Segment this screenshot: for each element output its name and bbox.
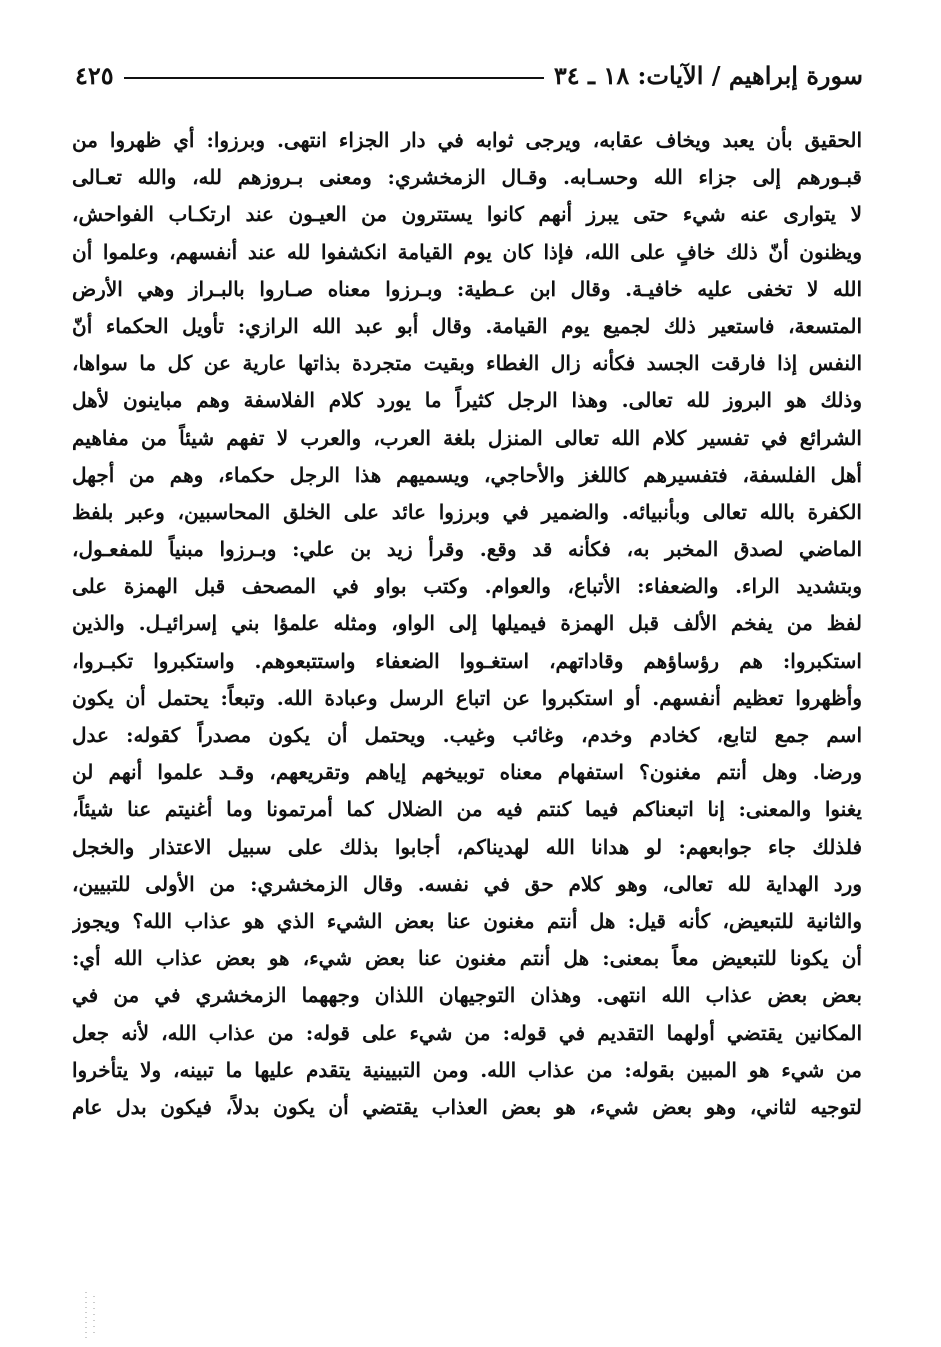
- text-line: والثانية للتبعيض، كأنه قيل: هل أنتم مغنون عنا بعض الشيء الذي هو عذاب الله؟ ويجوز: [72, 908, 862, 933]
- text-line: الشرائع في تفسير كلام الله تعالى المنزل بلغة العرب، والعرب لا تفهم شيئاً من مفاهيم: [72, 425, 862, 450]
- text-line: الله لا تخفى عليه خافيـة. وقال ابن عـطية: وبـرزوا معناه صـاروا بالبـراز وهي الأرض: [72, 276, 862, 301]
- header-rule: [124, 77, 544, 79]
- commentary-text: [72, 122, 862, 1126]
- text-line: أهل الفلسفة، فتفسيرهم كاللغز والأحاجي، ويسميهم هذا الرجل حكماء، وهم من أجهل: [72, 462, 862, 487]
- text-line: وذلك هو البروز لله تعالى. وهذا الرجل كثيراً ما يورد كلام الفلاسفة وهم مباينون لأهل: [72, 388, 862, 413]
- text-line: المتسعة، فاستعير ذلك لجميع يوم القيامة. وقال أبو عبد الله الرازي: تأويل الحكماء أنّ: [72, 313, 862, 338]
- text-line: فلذلك جاء جوابعهم: لو هدانا الله لهديناكم، أجابوا بذلك على سبيل الاعتذار والخجل: [72, 834, 862, 859]
- text-line: الحقيق بأن يعبد ويخاف عقابه، ويرجى ثوابه في دار الجزاء انتهى. وبرزوا: أي ظهروا من: [72, 128, 862, 152]
- page-header: [75, 55, 863, 95]
- text-line: أن يكونا للتبعيض معاً بمعنى: هل أنتم مغنون عنا بعض شيء، هو بعض عذاب الله أي:: [72, 946, 862, 971]
- text-line: لا يتوارى عنه شيء حتى يبرز أنهم كانوا يستترون من العيـون عند ارتكـاب الفواحش،: [72, 202, 862, 227]
- text-line: من شيء هو المبين بقوله: من عذاب الله. ومن التبيينية يتقدم عليها ما تبينه، ولا يتأخروا: [72, 1057, 862, 1082]
- text-line: المكانين يقتضي أولهما التقديم في قوله: من شيء على قوله: من عذاب الله، لأنه جعل: [72, 1020, 862, 1045]
- scan-speck-marks: [82, 1290, 100, 1340]
- text-line: اسم جمع لتابع، كخادم وخدم، وغائب وغيب. ويحتمل أن يكون مصدراً كقوله: عدل: [72, 723, 862, 747]
- text-line: وبتشديد الراء. والضعفاء: الأتباع، والعوام. وكتب بواو في المصحف قبل الهمزة على: [72, 574, 862, 599]
- text-line: ورضا. وهل أنتم مغنون؟ استفهام معناه توبيخهم إياهم وتقريعهم، وقـد علموا أنهم لن: [72, 760, 862, 785]
- text-line: الماضي لصدق المخبر به، فكأنه قد وقع. وقرأ زيد بن علي: وبـرزوا مبنياً للمفعـول،: [72, 537, 862, 562]
- text-line: ورد الهداية لله تعالى، وهو كلام حق في نفسه. وقال الزمخشري: من الأولى للتبيين،: [72, 871, 862, 896]
- text-line: الكفرة بالله تعالى وبأنبيائه. والضمير في وبرزوا عائد على الخلق المحاسبين، وعبر بلفظ: [72, 499, 862, 524]
- text-line: لفظ من يفخم الألف قبل الهمزة فيميلها إلى الواو، ومثله علمؤا بني إسرائيـل. والذين: [72, 611, 862, 636]
- text-line: لتوجيه لثاني، وهو بعض شيء، هو بعض العذاب يقتضي أن يكون بدلاً، فيكون بدل عام: [72, 1094, 862, 1119]
- text-line: استكبروا: هم رؤساؤهم وقاداتهم، استغـووا الضعفاء واستتبعوهم. واستكبروا تكبـروا،: [72, 648, 862, 673]
- text-line: يغنوا والمعنى: إنا اتبعناكم فيما كنتم فيه من الضلال كما أمرتمونا وما أغنيتم عنا شيئاً،: [72, 797, 862, 822]
- page-number: ٤٢٥: [75, 60, 114, 90]
- text-line: ويظنون أنّ ذلك خافٍ على الله، فإذا كان يوم القيامة انكشفوا لله عند أنفسهم، وعلموا أن: [72, 239, 862, 264]
- surah-heading: سورة إبراهيم / الآيات: ١٨ ـ ٣٤: [553, 60, 863, 90]
- text-line: قبـورهم إلى جزاء الله وحسـابه. وقـال الزمخشري: ومعنى بـروزهم لله، والله تعـالى: [72, 165, 862, 190]
- text-line: النفس إذا فارقت الجسد فكأنه زال الغطاء وبقيت متجردة بذاتها عارية عن كل ما سواها،: [72, 351, 862, 376]
- text-line: بعض بعض عذاب الله انتهى. وهذان التوجيهان اللذان وجههما الزمخشري في من في: [72, 983, 862, 1008]
- text-line: وأظهروا تعظيم أنفسهم. أو استكبروا عن اتباع الرسل وعبادة الله. وتبعاً: يحتمل أن يكون: [72, 685, 862, 710]
